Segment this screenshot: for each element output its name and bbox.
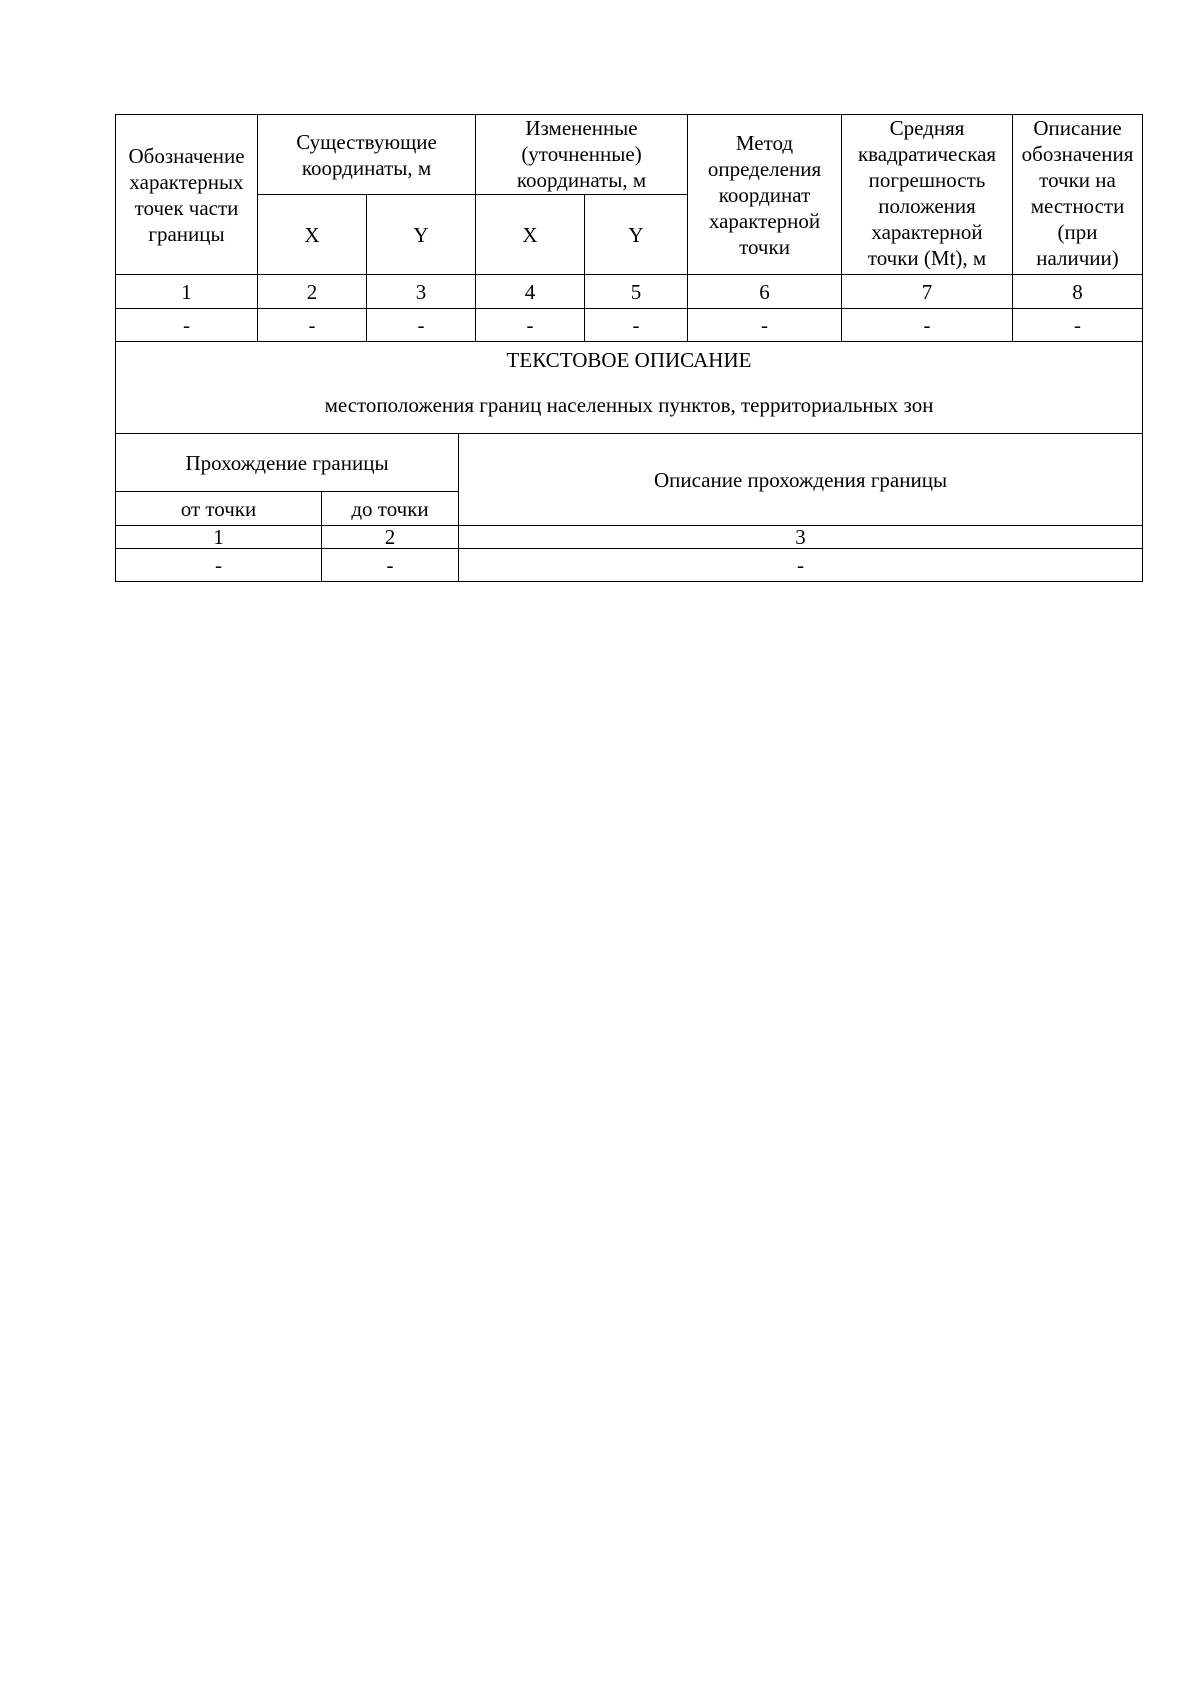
table-cell: - <box>1013 309 1143 342</box>
coordinates-table <box>115 114 1143 434</box>
column-number: 3 <box>459 526 1143 549</box>
header-existing-x: X <box>258 195 367 275</box>
column-number: 7 <box>842 275 1013 309</box>
header-refined-x: X <box>476 195 585 275</box>
header-existing-y: Y <box>367 195 476 275</box>
table-row <box>116 549 1143 582</box>
boundary-description-table <box>115 433 1143 582</box>
header-marker-description: Описание обозначения точки на местности (при наличии) <box>1013 115 1143 275</box>
table-row <box>116 309 1143 342</box>
header-refined-y: Y <box>585 195 688 275</box>
header-existing-coords: Существующие координаты, м <box>258 115 476 195</box>
table-cell: - <box>367 309 476 342</box>
table-cell: - <box>116 309 258 342</box>
column-number: 4 <box>476 275 585 309</box>
section-subtitle: местоположения границ населенных пунктов, территориальных зон <box>324 393 934 417</box>
table-cell: - <box>258 309 367 342</box>
header-rms-error: Средняя квадратическая погрешность положения характерной точки (Mt), м <box>842 115 1013 275</box>
table-cell: - <box>322 549 459 582</box>
header-boundary-description: Описание прохождения границы <box>459 434 1143 526</box>
table-cell: - <box>459 549 1143 582</box>
column-number: 1 <box>116 275 258 309</box>
header-boundary-passage: Прохождение границы <box>116 434 459 492</box>
table-cell: - <box>688 309 842 342</box>
column-number: 2 <box>322 526 459 549</box>
column-number: 3 <box>367 275 476 309</box>
text-description-section <box>116 342 1143 434</box>
table-cell: - <box>842 309 1013 342</box>
header-method: Метод определения координат характерной точки <box>688 115 842 275</box>
column-number-row <box>116 526 1143 549</box>
column-number: 8 <box>1013 275 1143 309</box>
column-number: 1 <box>116 526 322 549</box>
column-number: 5 <box>585 275 688 309</box>
table-cell: - <box>476 309 585 342</box>
header-refined-coords: Измененные (уточненные) координаты, м <box>476 115 688 195</box>
header-to-point: до точки <box>322 492 459 526</box>
column-number-row <box>116 275 1143 309</box>
header-point-designation: Обозначение характерных точек части границы <box>116 115 258 275</box>
table-cell: - <box>585 309 688 342</box>
column-number: 6 <box>688 275 842 309</box>
header-from-point: от точки <box>116 492 322 526</box>
column-number: 2 <box>258 275 367 309</box>
section-title: ТЕКСТОВОЕ ОПИСАНИЕ <box>506 348 752 372</box>
table-cell: - <box>116 549 322 582</box>
